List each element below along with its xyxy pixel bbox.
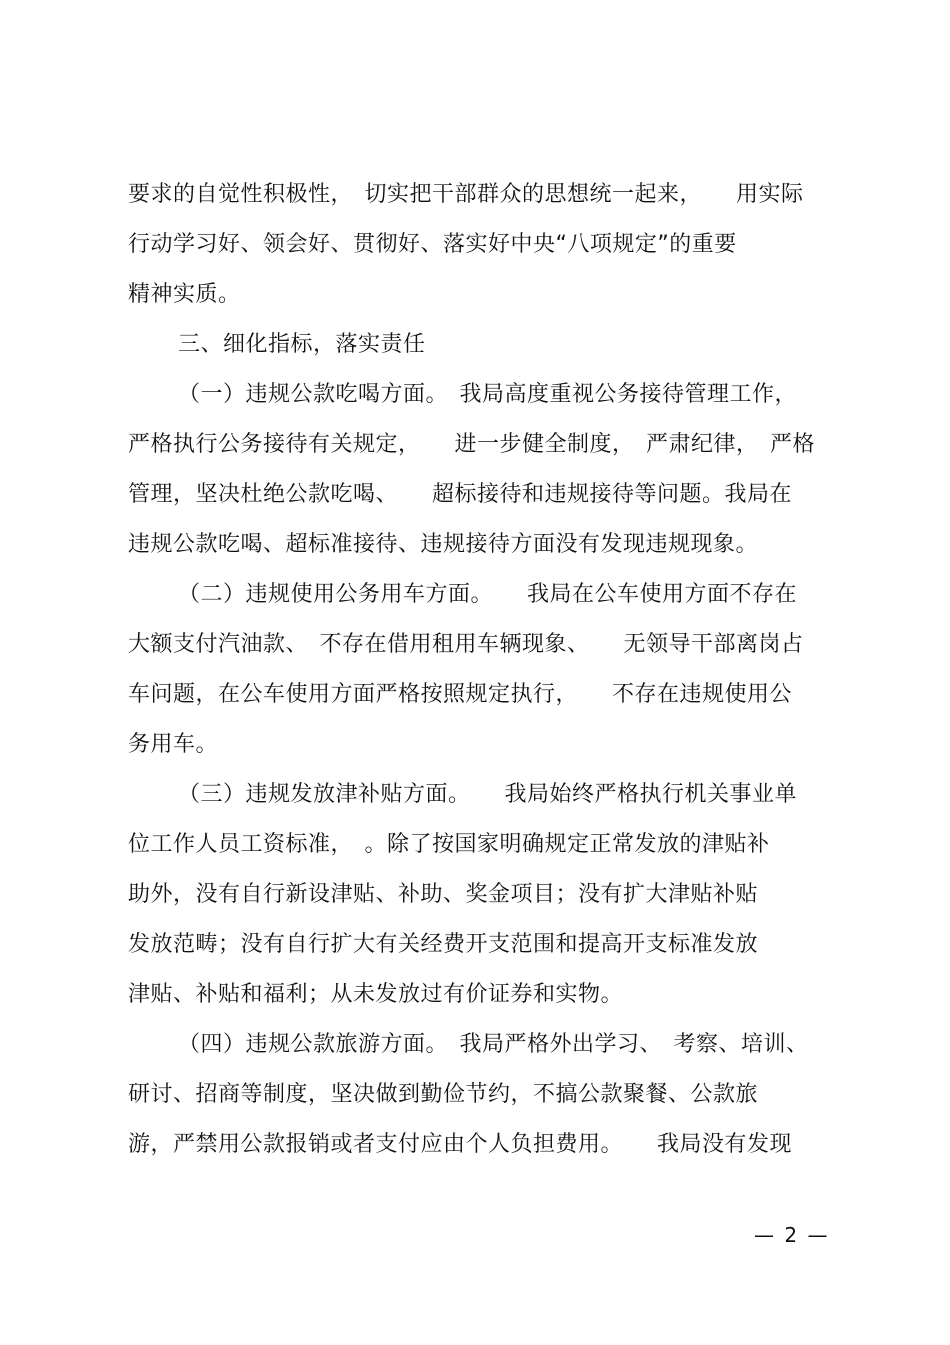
text-line: 管理，坚决杜绝公款吃喝、 超标接待和违规接待等问题。我局在 xyxy=(128,482,793,507)
text-line: 位工作人员工资标准， 。除了按国家明确规定正常发放的津贴补 xyxy=(128,832,770,857)
page-number: — 2 — xyxy=(754,1223,830,1247)
text-line: （一）违规公款吃喝方面。 我局高度重视公务接待管理工作， xyxy=(178,382,798,407)
text-line: 务用车。 xyxy=(128,732,219,757)
text-line: 精神实质。 xyxy=(128,282,241,307)
text-line: （二）违规使用公务用车方面。 我局在公车使用方面不存在 xyxy=(178,582,798,607)
text-line: 大额支付汽油款、 不存在借用租用车辆现象、 无领导干部离岗占 xyxy=(128,632,804,657)
text-line: 发放范畴；没有自行扩大有关经费开支范围和提高开支标准发放 xyxy=(128,932,759,957)
text-line: 津贴、补贴和福利；从未发放过有价证券和实物。 xyxy=(128,982,624,1007)
section-heading: 三、细化指标，落实责任 xyxy=(178,332,426,357)
text-line: （四）违规公款旅游方面。 我局严格外出学习、 考察、培训、 xyxy=(178,1032,809,1057)
text-line: 要求的自觉性积极性， 切实把干部群众的思想统一起来， 用实际 xyxy=(128,182,804,207)
text-line: 研讨、招商等制度，坚决做到勤俭节约，不搞公款聚餐、公款旅 xyxy=(128,1082,759,1107)
text-line: 车问题，在公车使用方面严格按照规定执行， 不存在违规使用公 xyxy=(128,682,793,707)
text-line: 违规公款吃喝、超标准接待、违规接待方面没有发现违规现象。 xyxy=(128,532,759,557)
text-line: 严格执行公务接待有关规定， 进一步健全制度， 严肃纪律， 严格 xyxy=(128,432,816,457)
text-line: （三）违规发放津补贴方面。 我局始终严格执行机关事业单 xyxy=(178,782,798,807)
text-line: 行动学习好、领会好、贯彻好、落实好中央“八项规定”的重要 xyxy=(128,232,737,257)
text-line: 助外，没有自行新设津贴、补助、奖金项目；没有扩大津贴补贴 xyxy=(128,882,759,907)
text-line: 游，严禁用公款报销或者支付应由个人负担费用。 我局没有发现 xyxy=(128,1132,793,1157)
